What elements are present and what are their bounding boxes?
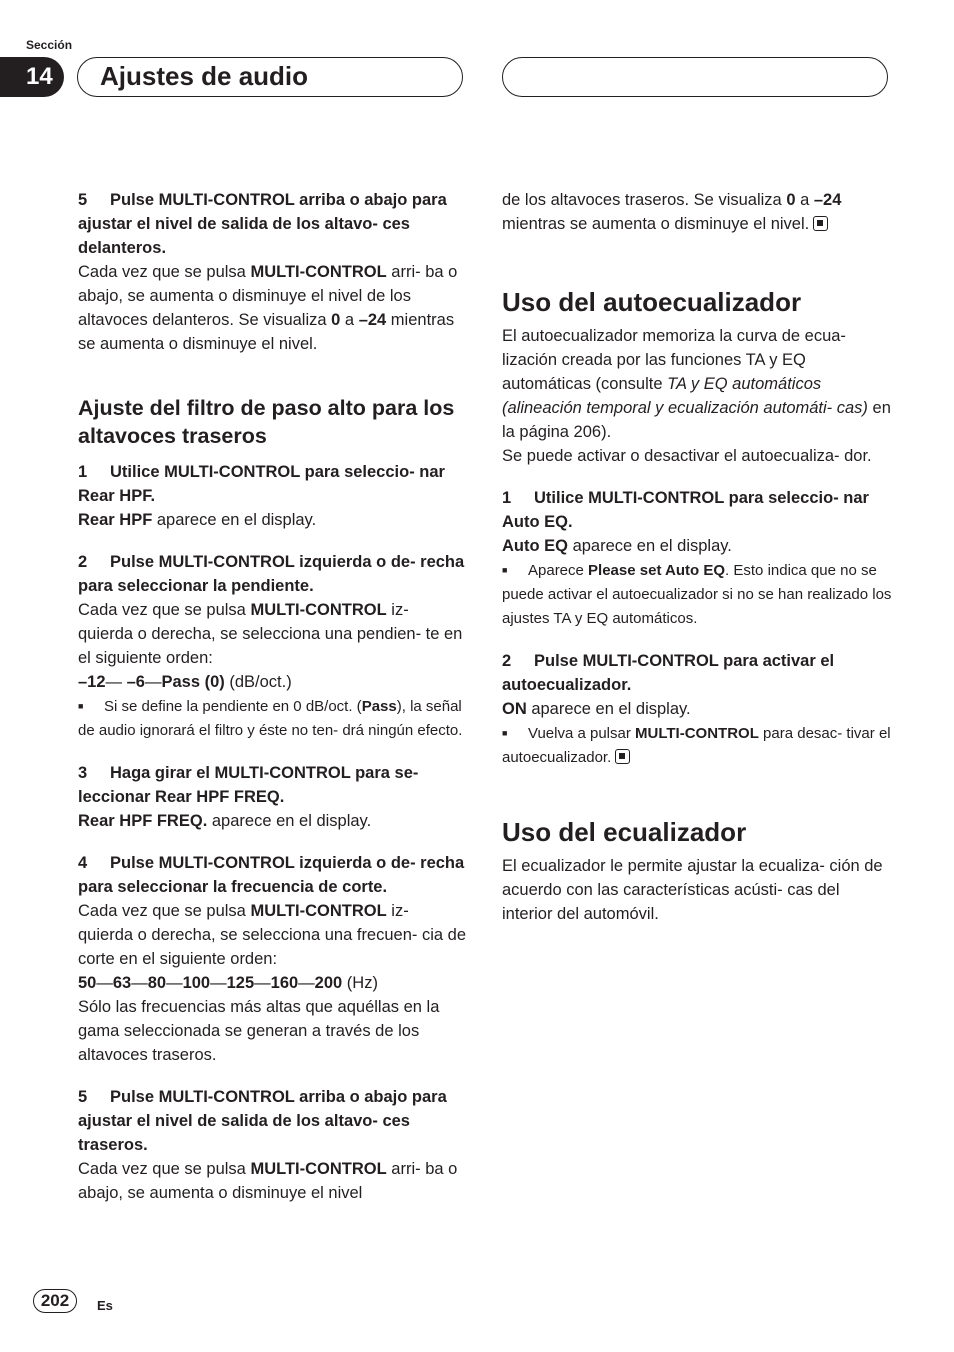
note: ■ Aparece Please set Auto EQ. Esto indica que no se puede activar el autoecualizador si no se han realizado los ajustes TA y EQ automáticos. [502,558,892,631]
step-heading: 1 Utilice MULTI-CONTROL para seleccio- nar Rear HPF. [78,463,445,505]
step-heading: 2 Pulse MULTI-CONTROL izquierda o de- recha para seleccionar la pendiente. [78,553,465,595]
step-body: Rear HPF aparece en el display. [78,511,317,529]
step-heading: 1 Utilice MULTI-CONTROL para seleccio- nar Auto EQ. [502,489,869,531]
left-column [78,188,468,1205]
step-heading: 5 Pulse MULTI-CONTROL arriba o abajo para ajustar el nivel de salida de los altavo- ces traseros. [78,1088,447,1154]
step-body: Cada vez que se pulsa MULTI-CONTROL iz- quierda o derecha, se selecciona una pendien- te en el siguiente orden: [78,601,463,667]
step-heading: 5 Pulse MULTI-CONTROL arriba o abajo para ajustar el nivel de salida de los altavo- ces delanteros. [78,191,447,257]
paragraph: Se puede activar o desactivar el autoecualiza- dor. [502,447,872,465]
note: ■ Si se define la pendiente en 0 dB/oct. (Pass), la señal de audio ignorará el filtro y éste no ten- drá ningún efecto. [78,694,468,743]
slope-order: –12— –6—Pass (0) (dB/oct.) [78,673,292,691]
step-body: Cada vez que se pulsa MULTI-CONTROL arri- ba o abajo, se aumenta o disminuye el nivel [78,1160,458,1202]
section-heading-eq: Uso del ecualizador [502,817,747,847]
subsection-heading: Ajuste del filtro de paso alto para los altavoces traseros [78,396,455,448]
end-of-section-icon [813,216,828,231]
note: ■ Vuelva a pulsar MULTI-CONTROL para desac- tivar el autoecualizador. [502,721,892,770]
step-body: Sólo las frecuencias más altas que aquéllas en la gama seleccionada se generan a través de los altavoces traseros. [78,998,440,1064]
right-column [502,188,892,926]
end-of-section-icon [615,749,630,764]
section-label: Sección [26,38,73,52]
square-bullet-icon: ■ [502,565,508,575]
step-body: Rear HPF FREQ. aparece en el display. [78,812,372,830]
step-body: Auto EQ aparece en el display. [502,537,732,555]
paragraph: El autoecualizador memoriza la curva de ecua- lización creada por las funciones TA y EQ automáticas (consulte TA y EQ automáticos (alineación temporal y ecualización automáti- cas) en la página 206). [502,327,891,441]
section-heading-autoeq: Uso del autoecualizador [502,287,802,317]
page-title: Ajustes de audio [100,61,309,91]
continued-text: de los altavoces traseros. Se visualiza 0 a –24 mientras se aumenta o disminuye el nivel. [502,191,842,233]
frequency-order: 50—63—80—100—125—160—200 (Hz) [78,974,378,992]
section-number-badge: 14 [0,57,64,97]
step-body: Cada vez que se pulsa MULTI-CONTROL iz- quierda o derecha, se selecciona una frecuen- cia de corte en el siguiente orden: [78,902,466,968]
step-heading: 3 Haga girar el MULTI-CONTROL para se- leccionar Rear HPF FREQ. [78,764,419,806]
paragraph: El ecualizador le permite ajustar la ecualiza- ción de acuerdo con las características acústi- cas del interior del automóvil. [502,857,883,923]
square-bullet-icon: ■ [502,728,508,738]
step-heading: 2 Pulse MULTI-CONTROL para activar el autoecualizador. [502,652,835,694]
language-code: Es [97,1298,113,1313]
square-bullet-icon: ■ [78,701,84,711]
step-body: ON aparece en el display. [502,700,691,718]
step-body: Cada vez que se pulsa MULTI-CONTROL arri- ba o abajo, se aumenta o disminuye el nivel de los altavoces delanteros. Se visualiza 0 a –24 mientras se aumenta o disminuye el nivel. [78,263,458,353]
page-number: 202 [33,1289,77,1313]
step-heading: 4 Pulse MULTI-CONTROL izquierda o de- recha para seleccionar la frecuencia de corte. [78,854,465,896]
right-header-frame [502,57,888,97]
